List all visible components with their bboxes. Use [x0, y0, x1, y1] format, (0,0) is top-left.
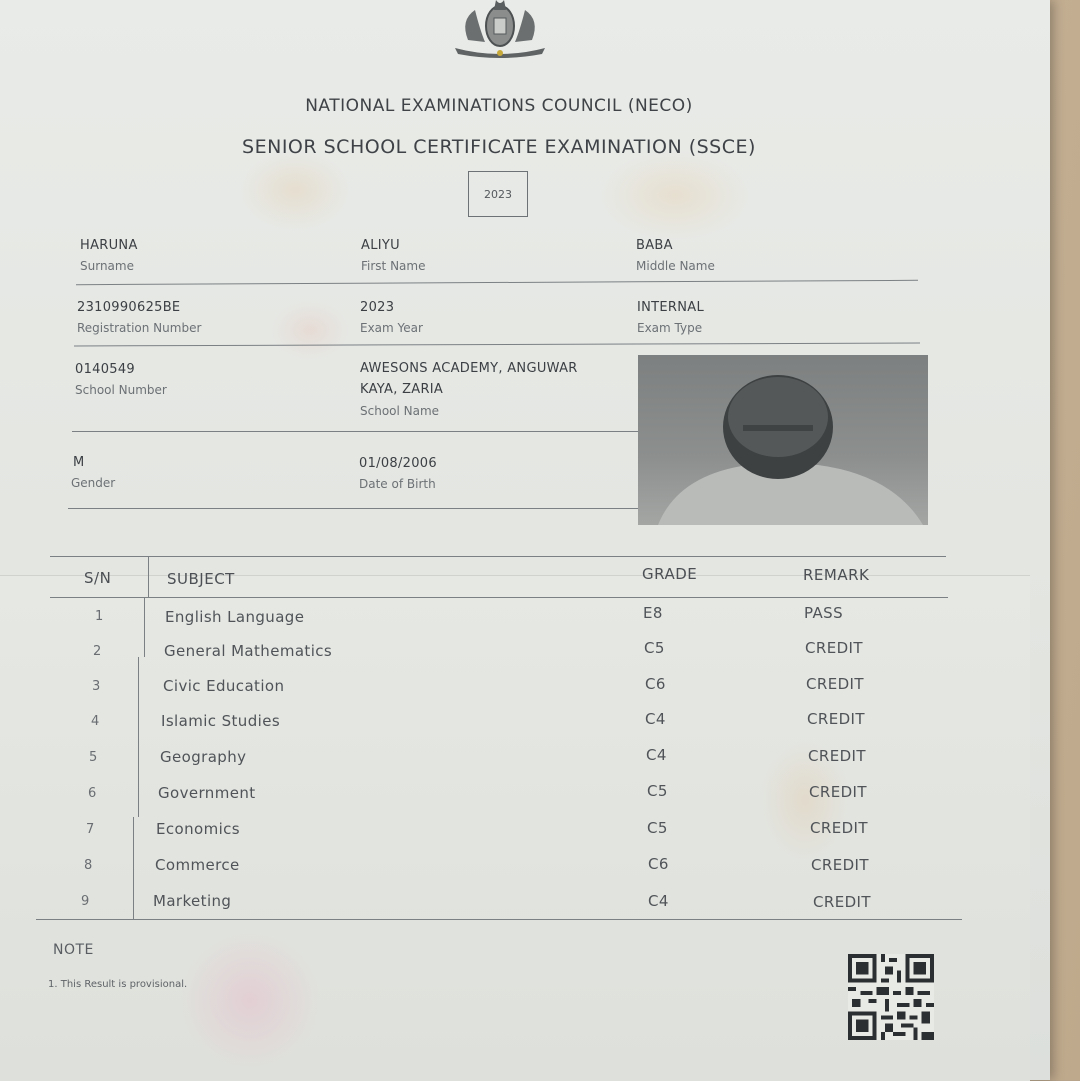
surname-value: HARUNA [80, 238, 138, 253]
gender-label: Gender [71, 476, 116, 490]
table-col-divider [148, 556, 149, 598]
row-subject: Geography [160, 748, 247, 766]
row-sn: 6 [88, 786, 97, 801]
row-subject: Civic Education [163, 677, 285, 695]
header-subject: SUBJECT [167, 570, 235, 588]
table-col-divider [144, 597, 145, 657]
paper-stain [240, 150, 350, 230]
table-header-border [50, 597, 948, 598]
table-top-border [50, 556, 946, 557]
row-remark: CREDIT [805, 639, 863, 657]
row-remark: CREDIT [808, 747, 866, 765]
row-remark: CREDIT [807, 710, 865, 728]
exam-title: SENIOR SCHOOL CERTIFICATE EXAMINATION (SSCE) [242, 136, 756, 158]
exam-year-box: 2023 [468, 171, 528, 217]
row-sn: 5 [89, 750, 98, 765]
row-grade: E8 [643, 604, 663, 622]
row-subject: English Language [165, 608, 305, 626]
row-sn: 2 [93, 644, 102, 659]
paper-stain [600, 150, 750, 240]
row-grade: C6 [645, 675, 666, 693]
row-subject: Commerce [155, 856, 240, 874]
qr-code-icon [848, 954, 934, 1040]
coat-of-arms-icon [450, 0, 550, 58]
row-subject: Marketing [153, 892, 232, 910]
row-remark: CREDIT [811, 856, 869, 874]
school-number-value: 0140549 [75, 362, 135, 377]
row-grade: C4 [646, 746, 667, 764]
school-name-value-line1: AWESONS ACADEMY, ANGUWAR [360, 361, 578, 376]
header-sn: S/N [84, 569, 112, 587]
divider [74, 343, 920, 347]
table-col-divider [138, 657, 139, 817]
row-grade: C5 [647, 819, 668, 837]
row-subject: Islamic Studies [161, 712, 281, 730]
school-name-label: School Name [360, 404, 440, 418]
exam-year-value: 2023 [360, 300, 395, 315]
row-grade: C5 [644, 639, 665, 657]
row-remark: CREDIT [810, 819, 868, 837]
row-subject: Economics [156, 820, 241, 838]
first-name-label: First Name [361, 259, 426, 273]
row-sn: 7 [86, 822, 95, 837]
table-bottom-border [36, 919, 962, 920]
row-remark: CREDIT [813, 893, 871, 911]
row-remark: CREDIT [809, 783, 867, 801]
row-sn: 4 [91, 714, 100, 729]
row-grade: C5 [647, 782, 668, 800]
divider [68, 508, 638, 509]
school-name-value-line2: KAYA, ZARIA [360, 382, 444, 397]
candidate-photo [638, 355, 928, 525]
header-grade: GRADE [642, 565, 698, 583]
divider [72, 431, 638, 432]
exam-type-value: INTERNAL [637, 300, 705, 315]
paper-stain [180, 930, 320, 1070]
table-col-divider [133, 817, 134, 919]
registration-number-value: 2310990625BE [77, 300, 181, 315]
row-sn: 9 [81, 894, 90, 909]
note-title: NOTE [53, 942, 94, 958]
dob-label: Date of Birth [359, 477, 436, 491]
registration-number-label: Registration Number [77, 321, 202, 335]
person-silhouette-icon [638, 355, 928, 525]
row-subject: Government [158, 784, 256, 802]
exam-type-label: Exam Type [637, 321, 703, 335]
header-remark: REMARK [803, 566, 870, 584]
row-remark: CREDIT [806, 675, 864, 693]
row-grade: C4 [648, 892, 669, 910]
surname-label: Surname [80, 259, 134, 273]
gender-value: M [73, 455, 85, 470]
row-subject: General Mathematics [164, 642, 333, 660]
row-sn: 3 [92, 679, 101, 694]
row-grade: C6 [648, 855, 669, 873]
row-sn: 1 [95, 609, 104, 624]
row-sn: 8 [84, 858, 93, 873]
school-number-label: School Number [75, 383, 167, 397]
middle-name-label: Middle Name [636, 259, 715, 273]
dob-value: 01/08/2006 [359, 456, 437, 471]
row-remark: PASS [804, 604, 843, 622]
council-title: NATIONAL EXAMINATIONS COUNCIL (NECO) [305, 96, 693, 116]
middle-name-value: BABA [636, 238, 673, 253]
exam-year-label: Exam Year [360, 321, 423, 335]
note-item: 1. This Result is provisional. [48, 979, 188, 990]
divider [76, 280, 918, 285]
paper-stain [270, 300, 350, 360]
row-grade: C4 [645, 710, 666, 728]
first-name-value: ALIYU [361, 238, 400, 253]
